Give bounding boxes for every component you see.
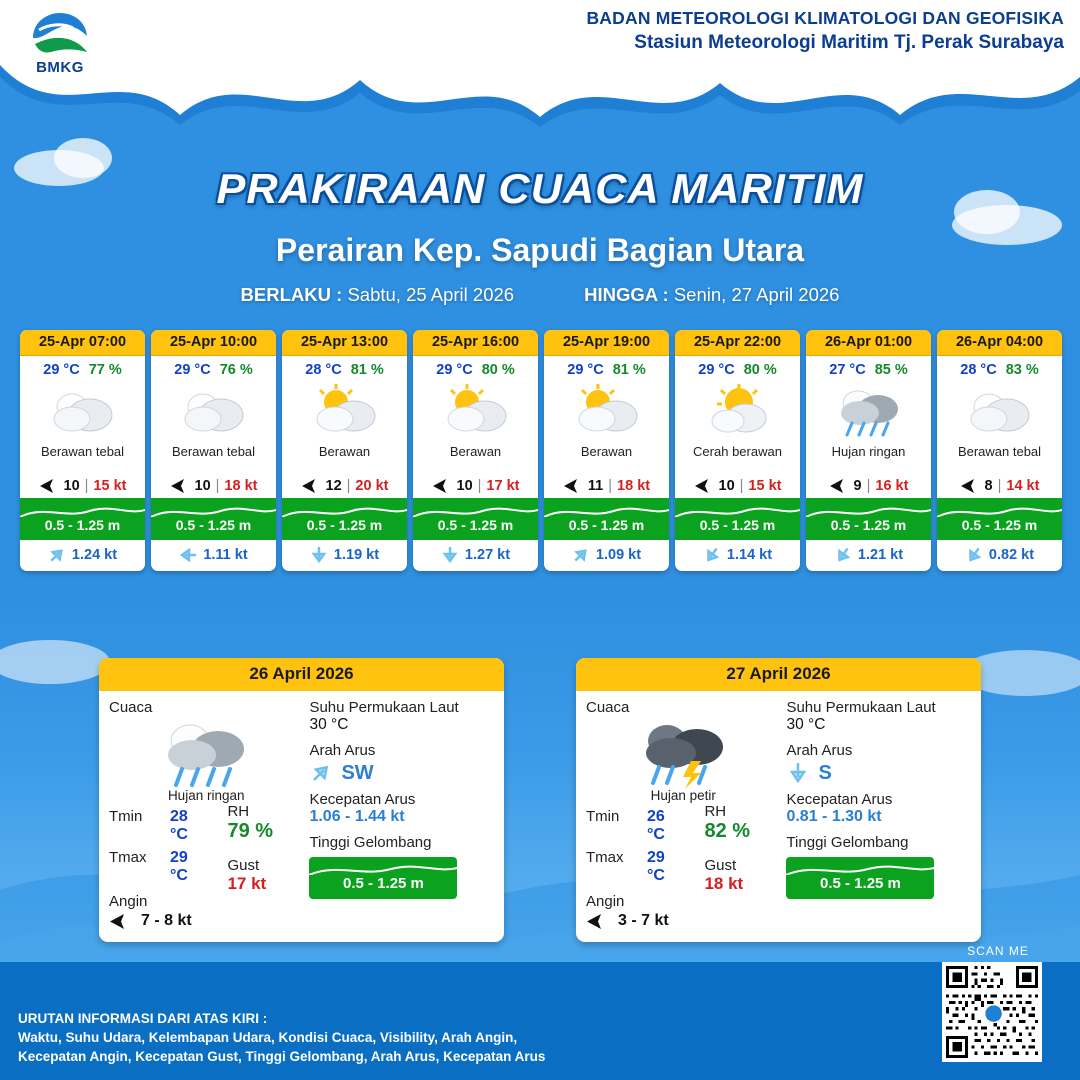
- current-arrow-icon: [309, 761, 333, 785]
- card-wind-speed: 14 kt: [1006, 478, 1040, 494]
- current-arrow-icon: [965, 546, 983, 564]
- tmax-label: Tmax: [109, 849, 147, 866]
- card-temp-rh: [675, 356, 800, 380]
- qr-code-block[interactable]: [942, 944, 1054, 1062]
- card-condition: Berawan: [580, 444, 633, 459]
- card-temperature: 28 °C: [305, 362, 342, 378]
- card-condition: Berawan tebal: [171, 444, 256, 459]
- gust-label: Gust: [227, 857, 260, 874]
- card-wind-direction: 10: [718, 478, 735, 494]
- wind-value: 7 - 8 kt: [141, 912, 192, 929]
- wind-arrow-icon: [432, 479, 452, 493]
- card-temperature: 29 °C: [567, 362, 604, 378]
- card-current: [413, 540, 538, 571]
- current-speed-value: 1.06 - 1.44 kt: [309, 808, 405, 825]
- footer-legend-line-3: Kecepatan Angin, Kecepatan Gust, Tinggi Gelombang, Arah Arus, Kecepatan Arus: [18, 1048, 546, 1064]
- valid-from-value: Sabtu, 25 April 2026: [347, 284, 515, 305]
- wind-arrow-icon: [170, 479, 190, 493]
- daily-weather-label: Cuaca: [109, 699, 153, 716]
- tmin-label: Tmin: [109, 808, 143, 825]
- card-time: 26-Apr 01:00: [806, 330, 931, 356]
- area-title: Perairan Kep. Sapudi Bagian Utara: [275, 232, 805, 268]
- card-wind-speed: 16 kt: [875, 478, 909, 494]
- card-current-speed: 0.82 kt: [988, 547, 1035, 563]
- card-condition: Berawan tebal: [957, 444, 1042, 459]
- background-top-wave: [0, 55, 1080, 145]
- card-current: [20, 540, 145, 571]
- thunderstorm-icon: [586, 716, 780, 790]
- daily-condition: Hujan ringan: [167, 788, 245, 803]
- wind-arrow-icon: [39, 479, 59, 493]
- wind-label: Angin: [109, 893, 148, 910]
- daily-weather-label: Cuaca: [586, 699, 630, 716]
- current-arrow-icon: [834, 546, 852, 564]
- card-temperature: 29 °C: [698, 362, 735, 378]
- current-arrow-icon: [703, 546, 721, 564]
- sst-label: Suhu Permukaan Laut: [786, 699, 936, 716]
- bmkg-logo-text: BMKG: [36, 59, 84, 76]
- current-direction-value: SW: [341, 761, 374, 784]
- valid-to: [584, 284, 839, 306]
- card-wind-speed: 18 kt: [224, 478, 258, 494]
- card-wind-speed: 15 kt: [93, 478, 127, 494]
- hourly-card[interactable]: [937, 330, 1062, 571]
- current-speed-label: Kecepatan Arus: [786, 791, 893, 808]
- card-current: [937, 540, 1062, 571]
- wind-arrow-icon: [960, 479, 980, 493]
- card-wind-direction: 11: [587, 478, 604, 494]
- card-current-speed: 1.19 kt: [333, 547, 380, 563]
- card-current-speed: 1.14 kt: [726, 547, 773, 563]
- bmkg-logo: [14, 8, 106, 76]
- tmax-value: 29 °C: [170, 849, 188, 884]
- sst-value: 30 °C: [786, 716, 826, 733]
- card-condition: Cerah berawan: [693, 444, 782, 459]
- daily-forecast-list: [0, 658, 1080, 942]
- valid-to-value: Senin, 27 April 2026: [673, 284, 840, 305]
- light-rain-icon: [806, 380, 931, 442]
- card-temp-rh: [20, 356, 145, 380]
- sst-label: Suhu Permukaan Laut: [309, 699, 459, 716]
- card-current-speed: 1.27 kt: [464, 547, 511, 563]
- hourly-card[interactable]: [413, 330, 538, 571]
- daily-card[interactable]: [576, 658, 981, 942]
- card-wind-direction: 9: [853, 478, 862, 494]
- current-arrow-icon: [572, 546, 590, 564]
- wind-arrow-icon: [563, 479, 583, 493]
- mostly-sunny-icon: [675, 380, 800, 442]
- card-humidity: 80 %: [743, 362, 777, 378]
- card-current-speed: 1.11 kt: [203, 547, 248, 563]
- rh-value: 82 %: [704, 820, 751, 842]
- hourly-card[interactable]: [544, 330, 669, 571]
- cloudy-icon: [937, 380, 1062, 442]
- card-humidity: 80 %: [481, 362, 515, 378]
- card-condition: Berawan: [449, 444, 502, 459]
- partly-cloudy-icon: [282, 380, 407, 442]
- wave-height-value-badge: 0.5 - 1.25 m: [786, 857, 934, 899]
- card-time: 25-Apr 16:00: [413, 330, 538, 356]
- card-humidity: 81 %: [350, 362, 384, 378]
- hourly-card[interactable]: [675, 330, 800, 571]
- card-wave-height: 0.5 - 1.25 m: [151, 498, 276, 540]
- hourly-card[interactable]: [806, 330, 931, 571]
- wind-value: 3 - 7 kt: [618, 912, 669, 929]
- card-humidity: 77 %: [88, 362, 122, 378]
- card-condition: Hujan ringan: [831, 444, 906, 459]
- scan-me-label: SCAN ME: [967, 944, 1029, 958]
- card-wind-direction: 10: [194, 478, 211, 494]
- card-wind-speed: 18 kt: [617, 478, 651, 494]
- header-text: [586, 8, 1064, 54]
- card-wave-height: 0.5 - 1.25 m: [544, 498, 669, 540]
- daily-date: 27 April 2026: [576, 658, 981, 691]
- card-time: 25-Apr 07:00: [20, 330, 145, 356]
- gust-label: Gust: [704, 857, 737, 874]
- gust-value: 17 kt: [227, 874, 267, 893]
- wave-height-label: Tinggi Gelombang: [786, 834, 909, 851]
- hourly-card[interactable]: [20, 330, 145, 571]
- current-direction-label: Arah Arus: [309, 742, 376, 759]
- card-temp-rh: [151, 356, 276, 380]
- wave-height-value-badge: 0.5 - 1.25 m: [309, 857, 457, 899]
- daily-date: 26 April 2026: [99, 658, 504, 691]
- wind-arrow-icon: [586, 914, 608, 929]
- hourly-forecast-list: [20, 330, 1062, 571]
- card-temp-rh: [413, 356, 538, 380]
- tmin-value: 28 °C: [170, 808, 188, 843]
- current-arrow-icon: [310, 546, 328, 564]
- tmin-value: 26 °C: [647, 808, 665, 843]
- cloudy-icon: [151, 380, 276, 442]
- daily-condition: Hujan petir: [650, 788, 716, 803]
- current-direction-label: Arah Arus: [786, 742, 853, 759]
- card-wind-direction: 12: [325, 478, 342, 494]
- footer-legend: [18, 1009, 638, 1066]
- card-wind: 10 | 15 kt: [675, 472, 800, 498]
- tmax-label: Tmax: [586, 849, 624, 866]
- current-arrow-icon: [48, 546, 66, 564]
- current-arrow-icon: [441, 546, 459, 564]
- wind-arrow-icon: [109, 914, 131, 929]
- card-time: 25-Apr 10:00: [151, 330, 276, 356]
- valid-from: [241, 284, 515, 306]
- card-temperature: 29 °C: [43, 362, 80, 378]
- card-current: [544, 540, 669, 571]
- validity-row: [0, 284, 1080, 306]
- card-current: [282, 540, 407, 571]
- gust-value: 18 kt: [704, 874, 744, 893]
- wind-arrow-icon: [829, 479, 849, 493]
- card-humidity: 81 %: [612, 362, 646, 378]
- card-wind: 8 | 14 kt: [937, 472, 1062, 498]
- card-wind-speed: 17 kt: [486, 478, 520, 494]
- rh-label: RH: [227, 803, 250, 820]
- card-wind-speed: 20 kt: [355, 478, 389, 494]
- footer-legend-line-1: URUTAN INFORMASI DARI ATAS KIRI :: [18, 1010, 268, 1026]
- card-temperature: 27 °C: [829, 362, 866, 378]
- partly-cloudy-icon: [544, 380, 669, 442]
- card-wave-height: 0.5 - 1.25 m: [937, 498, 1062, 540]
- card-temp-rh: [282, 356, 407, 380]
- station-name: Stasiun Meteorologi Maritim Tj. Perak Surabaya: [634, 32, 1064, 53]
- card-wave-height: 0.5 - 1.25 m: [806, 498, 931, 540]
- card-current: [675, 540, 800, 571]
- current-speed-value: 0.81 - 1.30 kt: [786, 808, 882, 825]
- daily-card[interactable]: [99, 658, 504, 942]
- card-current: [806, 540, 931, 571]
- agency-name: BADAN METEOROLOGI KLIMATOLOGI DAN GEOFISIKA: [586, 8, 1064, 28]
- card-current-speed: 1.09 kt: [595, 547, 642, 563]
- tmax-value: 29 °C: [647, 849, 665, 884]
- card-wind: 12 | 20 kt: [282, 472, 407, 498]
- card-time: 25-Apr 22:00: [675, 330, 800, 356]
- card-temperature: 29 °C: [174, 362, 211, 378]
- card-current-speed: 1.24 kt: [71, 547, 118, 563]
- card-wind: 10 | 17 kt: [413, 472, 538, 498]
- card-wind-speed: 15 kt: [748, 478, 782, 494]
- light-rain-icon: [109, 716, 303, 790]
- card-humidity: 76 %: [219, 362, 253, 378]
- hourly-card[interactable]: [151, 330, 276, 571]
- current-speed-label: Kecepatan Arus: [309, 791, 416, 808]
- bmkg-logo-mark: [29, 8, 91, 58]
- wind-arrow-icon: [694, 479, 714, 493]
- valid-from-label: BERLAKU :: [240, 284, 343, 305]
- card-current-speed: 1.21 kt: [857, 547, 904, 563]
- card-temp-rh: [544, 356, 669, 380]
- card-wind: 9 | 16 kt: [806, 472, 931, 498]
- card-wind: 10 | 18 kt: [151, 472, 276, 498]
- current-arrow-icon: [179, 546, 197, 564]
- footer-legend-line-2: Waktu, Suhu Udara, Kelembapan Udara, Kondisi Cuaca, Visibility, Arah Angin,: [18, 1029, 518, 1045]
- valid-to-label: HINGGA :: [584, 284, 669, 305]
- card-wave-height: 0.5 - 1.25 m: [413, 498, 538, 540]
- card-time: 25-Apr 19:00: [544, 330, 669, 356]
- card-wave-height: 0.5 - 1.25 m: [20, 498, 145, 540]
- card-condition: Berawan tebal: [40, 444, 125, 459]
- card-humidity: 83 %: [1005, 362, 1039, 378]
- card-wind: 11 | 18 kt: [544, 472, 669, 498]
- wave-height-label: Tinggi Gelombang: [309, 834, 432, 851]
- partly-cloudy-icon: [413, 380, 538, 442]
- card-condition: Berawan: [318, 444, 371, 459]
- tmin-label: Tmin: [586, 808, 620, 825]
- cloudy-icon: [20, 380, 145, 442]
- card-wave-height: 0.5 - 1.25 m: [282, 498, 407, 540]
- card-wind: 10 | 15 kt: [20, 472, 145, 498]
- hourly-card[interactable]: [282, 330, 407, 571]
- card-wind-direction: 10: [63, 478, 80, 494]
- card-temperature: 28 °C: [960, 362, 997, 378]
- current-arrow-icon: [786, 761, 810, 785]
- card-temp-rh: [937, 356, 1062, 380]
- card-temperature: 29 °C: [436, 362, 473, 378]
- card-time: 26-Apr 04:00: [937, 330, 1062, 356]
- wind-label: Angin: [586, 893, 625, 910]
- card-time: 25-Apr 13:00: [282, 330, 407, 356]
- card-wind-direction: 10: [456, 478, 473, 494]
- rh-value: 79 %: [227, 820, 274, 842]
- wind-arrow-icon: [301, 479, 321, 493]
- rh-label: RH: [704, 803, 727, 820]
- card-wind-direction: 8: [984, 478, 993, 494]
- card-humidity: 85 %: [874, 362, 908, 378]
- card-current: [151, 540, 276, 571]
- page-title: PRAKIRAAN CUACA MARITIM: [216, 165, 864, 212]
- sst-value: 30 °C: [309, 716, 349, 733]
- current-direction-value: S: [818, 761, 832, 784]
- qr-code-image[interactable]: [942, 962, 1042, 1062]
- card-wave-height: 0.5 - 1.25 m: [675, 498, 800, 540]
- card-temp-rh: [806, 356, 931, 380]
